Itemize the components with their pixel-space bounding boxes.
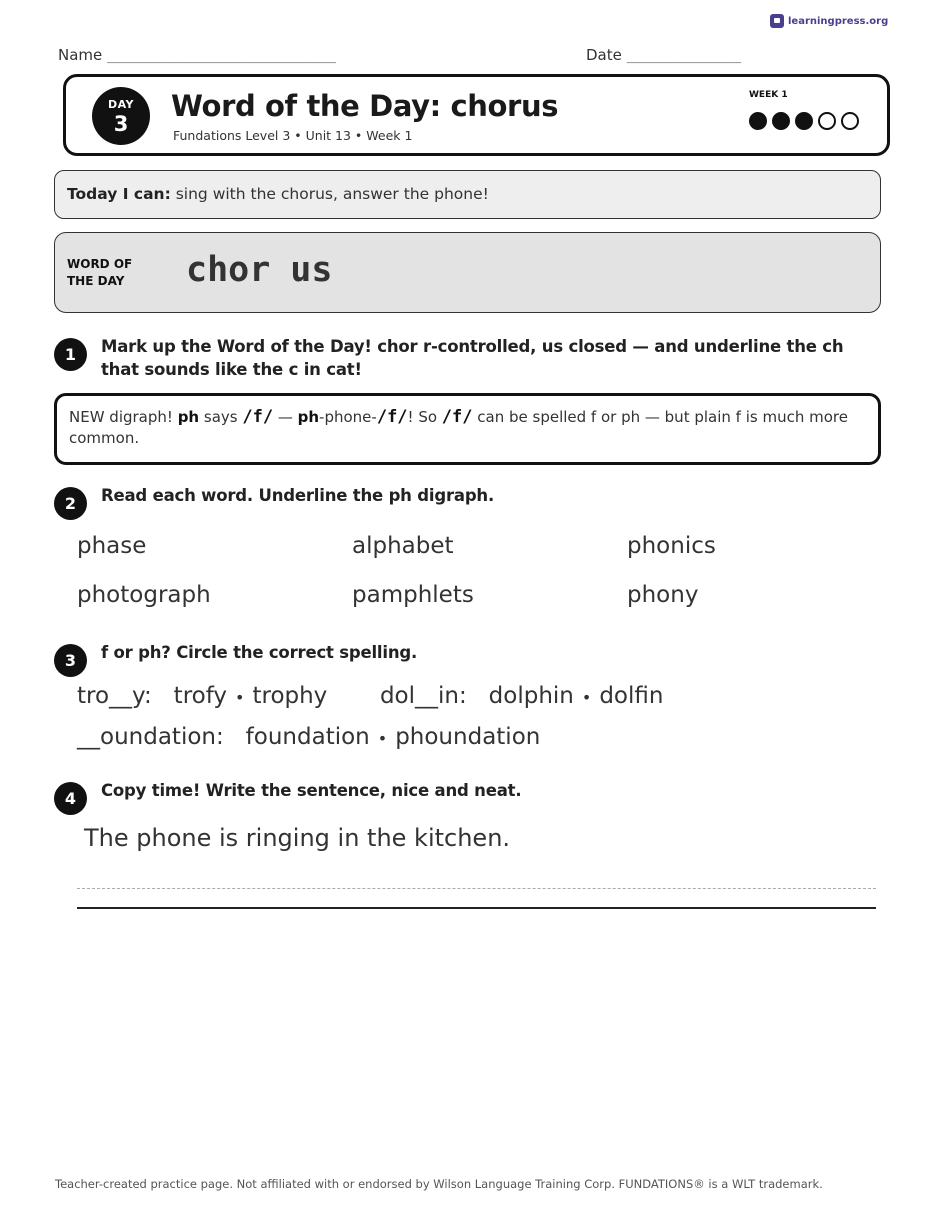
section-number-2: 2 [54, 487, 87, 520]
note-sound: /f/ [441, 407, 473, 427]
copy-sentence: The phone is ringing in the kitchen. [84, 824, 511, 852]
spelling-row-2 [77, 724, 540, 750]
note-ph: ph [297, 408, 320, 426]
section-number-3: 3 [54, 644, 87, 677]
instruction-1: Mark up the Word of the Day! chor r-controlled, us closed — and underline the ch that sounds like the c in cat! [101, 337, 844, 379]
name-label: Name [58, 46, 103, 64]
spelling-stem: tro__y: [77, 683, 152, 709]
note-text: NEW digraph! [69, 408, 178, 426]
syllable-2: us [290, 250, 333, 290]
instruction-3: f or ph? Circle the correct spelling. [101, 643, 418, 662]
week-progress-dots [749, 112, 859, 130]
header-card [63, 74, 890, 156]
week-dot-empty [818, 112, 836, 130]
name-blank[interactable]: ______________________________ [107, 49, 336, 64]
note-ph: ph [177, 408, 200, 426]
instruction-4: Copy time! Write the sentence, nice and neat. [101, 781, 522, 800]
spelling-stem: __oundation: [77, 724, 224, 750]
day-badge [92, 87, 150, 145]
spelling-option[interactable]: foundation [245, 724, 370, 750]
day-label: DAY [107, 98, 135, 111]
week-dot-filled [795, 112, 813, 130]
spelling-option[interactable]: phoundation [395, 724, 541, 750]
week-label: WEEK 1 [749, 90, 788, 100]
note-sound: /f/ [242, 407, 274, 427]
brand-logo [770, 13, 888, 29]
page-title: Word of the Day: chorus [171, 89, 559, 123]
spelling-option[interactable]: dolphin [488, 683, 574, 709]
ph-word[interactable]: pamphlets [352, 582, 474, 608]
bullet-separator: • [377, 729, 388, 748]
today-label: Today I can: [67, 185, 171, 203]
date-blank[interactable]: _______________ [626, 49, 742, 64]
today-text: sing with the chorus, answer the phone! [170, 185, 489, 203]
spelling-stem: dol__in: [379, 683, 467, 709]
spelling-option[interactable]: trophy [252, 683, 328, 709]
day-number: 3 [113, 112, 129, 136]
ph-word[interactable]: phase [77, 533, 147, 559]
word-of-day-label: WORD OF THE DAY [67, 257, 133, 288]
section-number-4: 4 [54, 782, 87, 815]
spelling-option[interactable]: dolfin [599, 683, 664, 709]
footer-disclaimer: Teacher-created practice page. Not affiliated with or endorsed by Wilson Language Training Corp. FUNDATIONS® is a WLT trademark. [55, 1177, 823, 1191]
writing-baseline[interactable] [77, 907, 876, 909]
bullet-separator: • [235, 688, 245, 707]
writing-guide-dashed[interactable] [77, 888, 876, 889]
section-number-1: 1 [54, 338, 87, 371]
ph-word[interactable]: photograph [77, 582, 211, 608]
date-label: Date [586, 46, 622, 64]
week-dot-filled [772, 112, 790, 130]
word-of-day-word [186, 250, 332, 290]
week-dot-filled [749, 112, 767, 130]
spelling-row-1 [77, 683, 663, 709]
today-i-can-box [54, 170, 881, 219]
bullet-separator: • [581, 688, 592, 707]
ph-word[interactable]: phonics [627, 533, 716, 559]
note-text: ! So [407, 408, 442, 426]
note-text: -phone- [319, 408, 377, 426]
page-subtitle: Fundations Level 3 • Unit 13 • Week 1 [173, 128, 413, 143]
spelling-option[interactable]: trofy [173, 683, 228, 709]
note-text: can be spelled f or ph — but plain f is much more common. [69, 408, 848, 447]
name-field[interactable] [58, 46, 336, 64]
instruction-2: Read each word. Underline the ph digraph. [101, 486, 495, 505]
note-text: says [199, 408, 243, 426]
logo-icon [770, 14, 784, 28]
word-of-day-box [54, 232, 881, 313]
note-text: — [273, 408, 298, 426]
ph-word[interactable]: alphabet [352, 533, 454, 559]
date-field[interactable] [586, 46, 741, 64]
ph-word[interactable]: phony [627, 582, 699, 608]
note-sound: /f/ [376, 407, 408, 427]
syllable-1: chor [186, 250, 271, 290]
digraph-note-box [54, 393, 881, 465]
logo-text: learningpress.org [788, 15, 889, 27]
week-dot-empty [841, 112, 859, 130]
